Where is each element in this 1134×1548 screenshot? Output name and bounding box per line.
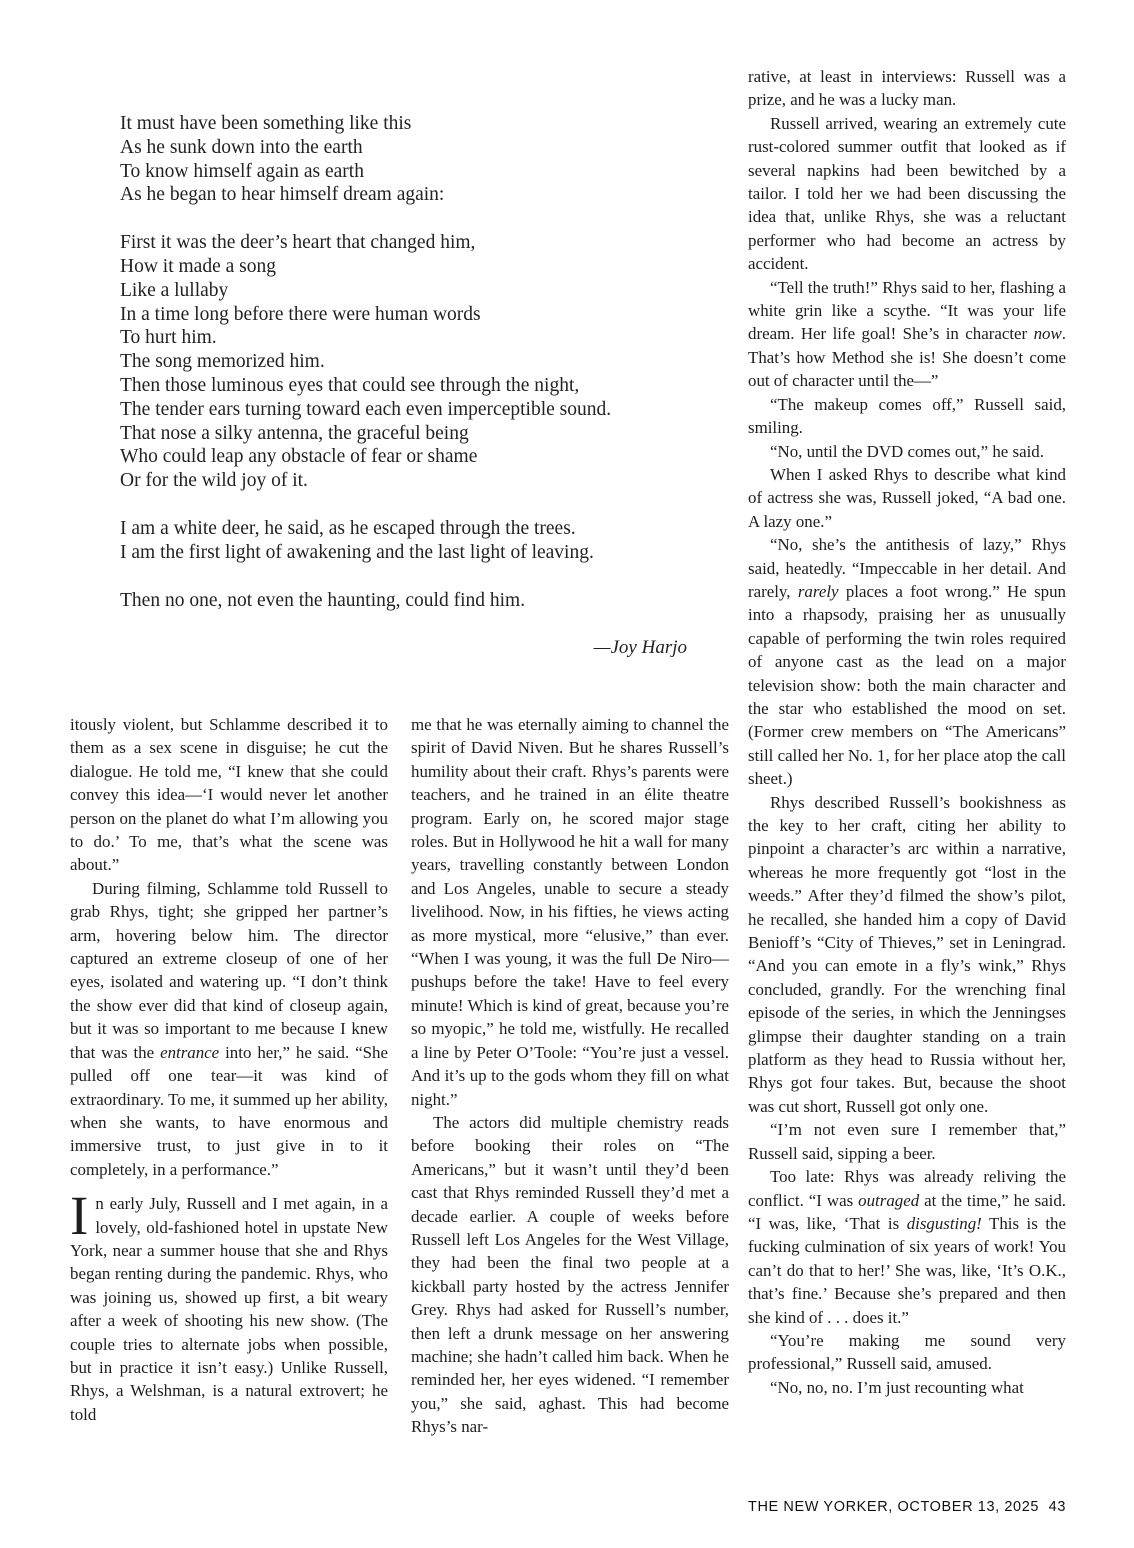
article-paragraph: During filming, Schlamme told Russell to grab Rhys, tight; she gripped her partner’s arm, hovering below him. The director captured an extreme closeup of one of her eyes, isolated and watering up. “I don’t think the show ever did that kind of closeup again, but it was so important to me because I knew that was the entrance into her,” he said. “She pulled off one tear—it was kind of extraordinary. To me, it summed up her ability, when she wants, to have enormous and immersive trust, to just give in to it completely, in a performance.” xyxy=(70,878,388,1179)
article-paragraph: rative, at least in interviews: Russell was a prize, and he was a lucky man. xyxy=(748,67,1066,110)
article-column-3 xyxy=(748,65,1066,1489)
poem-line: Then those luminous eyes that could see through the night, xyxy=(120,374,580,396)
poem-line: Like a lullaby xyxy=(120,279,229,301)
article-paragraph: Russell arrived, wearing an extremely cute rust-colored summer outfit that looked as if several napkins had been bewitched by a tailor. I told her we had been discussing the idea that, unlike Rhys, she was a reluctant performer who had become an actress by accident. xyxy=(748,113,1066,274)
article-paragraph: When I asked Rhys to describe what kind of actress she was, Russell joked, “A bad one. A lazy one.” xyxy=(748,464,1066,531)
poem-stanza xyxy=(120,231,705,493)
page-footer xyxy=(748,1499,1066,1515)
article-paragraph: The actors did multiple chemistry reads before booking their roles on “The Americans,” but it wasn’t until they’d been cast that Rhys reminded Russell they’d met a decade earlier. A couple of weeks before Russell left Los Angeles for the West Village, they had been the final two people at a kickball party hosted by the actress Jennifer Grey. Rhys had asked for Russell’s number, then left a drunk message on her answering machine; she hadn’t called him back. When he reminded her, her eyes widened. “I remember you,” she said, aghast. This had become Rhys’s nar- xyxy=(411,1112,729,1437)
poem-line: As he began to hear himself dream again: xyxy=(120,184,445,206)
article-paragraph: itously violent, but Schlamme described it to them as a sex scene in disguise; he cut the dialogue. He told me, “I knew that she could convey this idea—‘I would never let another person on the planet do what I’m allowing you to do.’ To me, that’s what the scene was about.” xyxy=(70,715,388,875)
poem-line: I am the first light of awakening and the last light of leaving. xyxy=(120,541,594,563)
poem-line: To hurt him. xyxy=(120,327,217,349)
article-paragraph: “Tell the truth!” Rhys said to her, flashing a white grin like a scythe. “It was your life dream. Her life goal! She’s in character now. That’s how Method she is! She doesn’t come out of character until the—” xyxy=(748,277,1066,391)
poem-line: To know himself again as earth xyxy=(120,160,364,182)
poem-line: It must have been something like this xyxy=(120,113,412,134)
article-paragraph: “I’m not even sure I remember that,” Russell said, sipping a beer. xyxy=(748,1120,1066,1163)
poem-line: Then no one, not even the haunting, could find him. xyxy=(120,589,526,611)
poem-line: I am a white deer, he said, as he escaped through the trees. xyxy=(120,517,576,539)
poem-line: The tender ears turning toward each even imperceptible sound. xyxy=(120,398,612,420)
article-paragraph: Rhys described Russell’s bookishness as the key to her craft, citing her ability to pinpoint a character’s arc within a narrative, whereas he more frequently got “lost in the weeds.” After they’d filmed the show’s pilot, he recalled, she handed him a copy of David Benioff’s “City of Thieves,” set in Leningrad. “And you can emote in a fly’s wink,” Rhys concluded, grandly. For the wrenching final episode of the series, in which the Jenningses glimpse their daughter standing on a train platform as they head to Russia without her, Rhys got four takes. But, because the shoot was cut short, Russell got only one. xyxy=(748,792,1066,1116)
poem-line: First it was the deer’s heart that changed him, xyxy=(120,232,476,254)
magazine-name-date: THE NEW YORKER, OCTOBER 13, 2025 xyxy=(748,1499,1040,1515)
poem-block xyxy=(120,112,705,660)
poem-line: In a time long before there were human words xyxy=(120,303,481,325)
page-number: 43 xyxy=(1048,1499,1066,1515)
article-paragraph: “No, until the DVD comes out,” he said. xyxy=(770,441,1044,461)
poem-line: As he sunk down into the earth xyxy=(120,136,363,158)
article-paragraph: me that he was eternally aiming to channel the spirit of David Niven. But he shares Russell’s humility about their craft. Rhys’s parents were teachers, and he trained in an élite theatre program. Early on, he scored major stage roles. But in Hollywood he hit a wall for many years, travelling constantly between London and Los Angeles, unable to secure a steady livelihood. Now, in his fifties, he views acting as more mystical, more “elusive,” than ever. “When I was young, it was the full De Niro—pushups before the take! Have to feel every minute! Which is kind of great, because you’re so myopic,” he told me, wistfully. He recalled a line by Peter O’Toole: “You’re just a vessel. And it’s up to the gods whom they fill on what night.” xyxy=(411,715,729,1109)
poem-line: The song memorized him. xyxy=(120,351,325,373)
article-paragraph: “The makeup comes off,” Russell said, smiling. xyxy=(748,394,1066,438)
article-paragraph: “No, she’s the antithesis of lazy,” Rhys said, heatedly. “Impeccable in her detail. And rarely, rarely places a foot wrong.” He spun into a rhapsody, praising her as unusually capable of performing the twin roles required of anyone cast as the lead on a major television show: both the main character and the star who established the mood on set. (Former crew members on “The Americans” still called her No. 1, for her place atop the call sheet.) xyxy=(748,535,1066,789)
poem-line: How it made a song xyxy=(120,255,276,277)
article-paragraph: Too late: Rhys was already reliving the conflict. “I was outraged at the time,” he said. “I was, like, ‘That is disgusting! This is the fucking culmination of six years of work! You can’t do that to her!’ She was, like, ‘It’s O.K., that’s fine.’ Because she’s prepared and then she kind of . . . does it.” xyxy=(748,1167,1066,1327)
poem-attribution: —Joy Harjo xyxy=(593,637,687,659)
article-paragraph: “You’re making me sound very professional,” Russell said, amused. xyxy=(748,1330,1066,1374)
poem-stanza xyxy=(120,517,705,565)
drop-cap: I xyxy=(70,1185,89,1247)
poem-line: Or for the wild joy of it. xyxy=(120,470,308,492)
poem-stanza xyxy=(120,589,705,613)
article-column-1 xyxy=(70,713,388,1485)
poem-line: That nose a silky antenna, the graceful being xyxy=(120,422,469,444)
article-column-2 xyxy=(411,713,729,1485)
article-paragraph: “No, no, no. I’m just recounting what xyxy=(770,1377,1024,1397)
article-paragraph: In early July, Russell and I met again, in a lovely, old-fashioned hotel in upstate New York, near a summer house that she and Rhys began renting during the pandemic. Rhys, who was joining us, showed up first, a bit weary after a week of shooting his new show. (The couple tries to alternate jobs when possible, but in practice it isn’t easy.) Unlike Russell, Rhys, a Welshman, is a natural extrovert; he told xyxy=(70,1185,388,1424)
poem-line: Who could leap any obstacle of fear or shame xyxy=(120,446,478,468)
poem-stanza xyxy=(120,112,705,207)
